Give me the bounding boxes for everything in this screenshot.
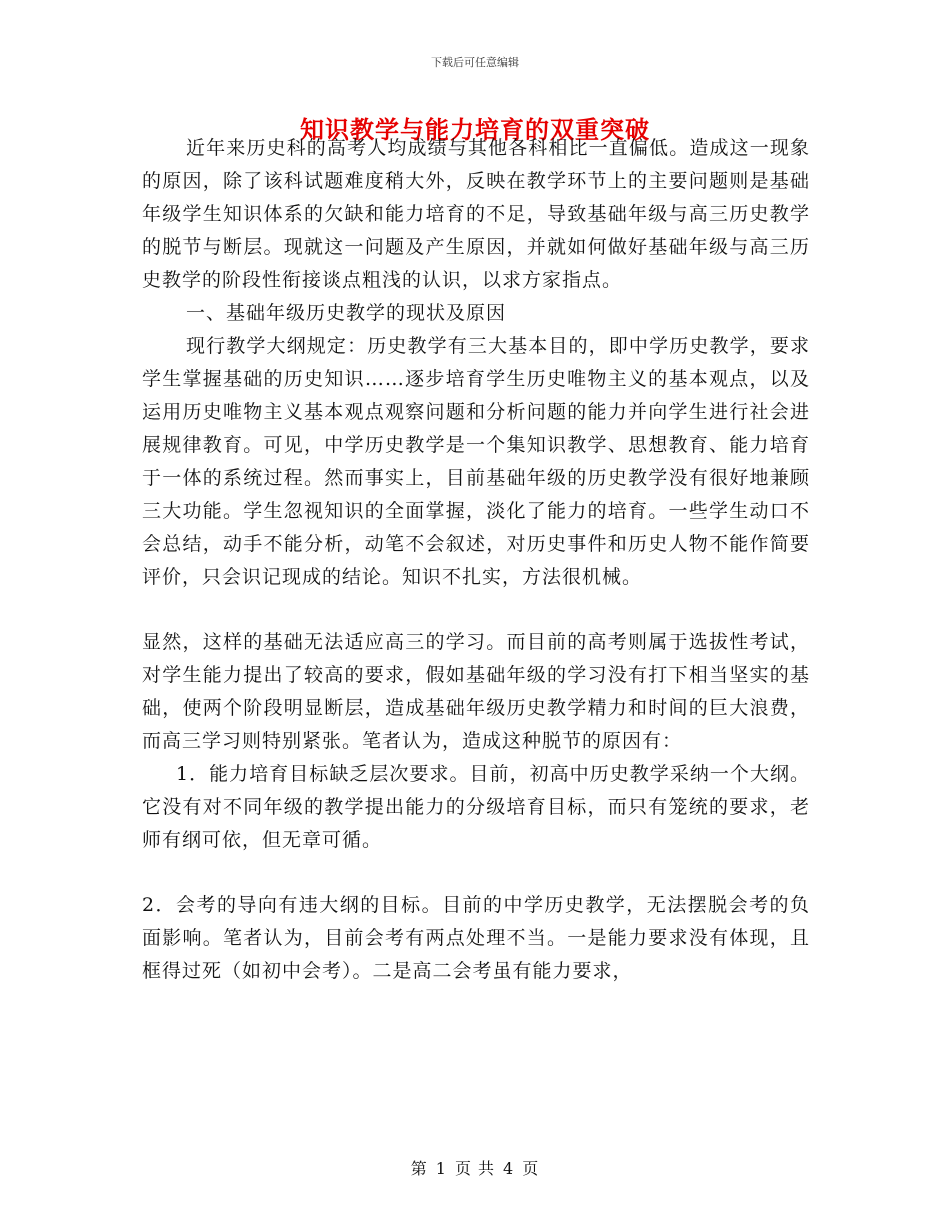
paragraph-obviously: 显然，这样的基础无法适应高三的学习。而目前的高考则属于选拔性考试，对学生能力提出了较高的要求，假如基础年级的学习没有打下相当坚实的基础，使两个阶段明显断层，造成基础年级历史教学精力和时间的巨大浪费，而高三学习则特别紧张。笔者认为，造成这种脱节的原因有： [142,631,810,752]
paragraph-gap [142,594,810,626]
header-note: 下载后可任意编辑 [431,56,519,69]
paragraph-reason-1: 1．能力培育目标缺乏层次要求。目前，初高中历史教学采纳一个大纲。它没有对不同年级的教学提出能力的分级培育目标，而只有笼统的要求，老师有纲可依，但无章可循。 [142,763,810,851]
paragraph-gap [142,857,810,889]
paragraph-status: 现行教学大纲规定：历史教学有三大基本目的，即中学历史教学，要求学生掌握基础的历史知识……逐步培育学生历史唯物主义的基本观点，以及运用历史唯物主义基本观点观察问题和分析问题的能力并向学生进行社会进展规律教育。可见，中学历史教学是一个集知识教学、思想教育、能力培育于一体的系统过程。然而事实上，目前基础年级的历史教学没有很好地兼顾三大功能。学生忽视知识的全面掌握，淡化了能力的培育。一些学生动口不会总结，动手不能分析，动笔不会叙述，对历史事件和历史人物不能作简要评价，只会识记现成的结论。知识不扎实，方法很机械。 [142,335,810,588]
paragraph-reason-2: 2．会考的导向有违大纲的目标。目前的中学历史教学，无法摆脱会考的负面影响。笔者认为，目前会考有两点处理不当。一是能力要求没有体现，且框得过死（如初中会考）。二是高二会考虽有能力要求， [142,894,810,982]
page-footer [0,1156,950,1179]
document-body [142,132,810,988]
footer-mid: 页 共 [454,1159,496,1178]
footer-total-pages: 4 [503,1159,515,1178]
footer-page-number: 1 [435,1159,447,1178]
footer-suffix: 页 [522,1159,540,1178]
document-title: 知识教学与能力培育的双重突破 [300,115,650,144]
paragraph-intro: 近年来历史科的高考人均成绩与其他各科相比一直偏低。造成这一现象的原因，除了该科试题难度稍大外，反映在教学环节上的主要问题则是基础年级学生知识体系的欠缺和能力培育的不足，导致基础年级与高三历史教学的脱节与断层。现就这一问题及产生原因，并就如何做好基础年级与高三历史教学的阶段性衔接谈点粗浅的认识，以求方家指点。 [142,137,810,291]
section-heading: 一、基础年级历史教学的现状及原因 [186,302,507,324]
footer-prefix: 第 [410,1159,428,1178]
